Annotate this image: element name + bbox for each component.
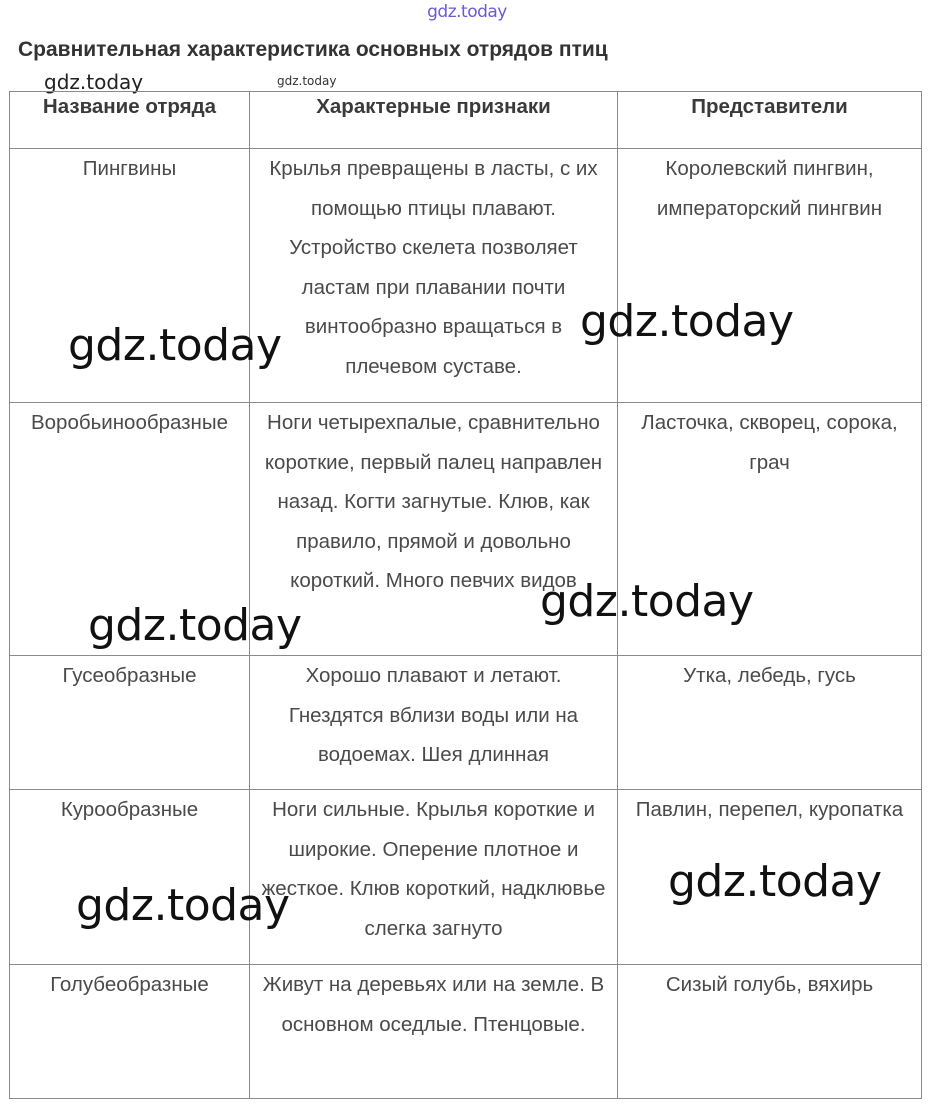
- order-name-cell: Пингвины: [10, 149, 250, 403]
- features-cell: Крылья превращены в ласты, с их помощью птицы плавают. Устройство скелета позволяет ластам при плавании почти винтообразно вращаться в плечевом суставе.: [250, 149, 618, 403]
- watermark-large: gdz.today: [580, 296, 794, 347]
- watermark-large: gdz.today: [68, 320, 282, 371]
- representatives-cell: Ласточка, скворец, сорока, грач: [618, 403, 922, 656]
- table-row: [10, 790, 922, 965]
- features-cell: Хорошо плавают и летают. Гнездятся вблизи воды или на водоемах. Шея длинная: [250, 656, 618, 790]
- representatives-cell: Сизый голубь, вяхирь: [618, 965, 922, 1099]
- order-name-cell: Курообразные: [10, 790, 250, 965]
- table-row: [10, 403, 922, 656]
- watermark-large: gdz.today: [540, 576, 754, 627]
- watermark-large: gdz.today: [76, 880, 290, 931]
- order-name-cell: Голубеобразные: [10, 965, 250, 1099]
- header-representatives: Представители: [618, 92, 922, 149]
- representatives-cell: Утка, лебедь, гусь: [618, 656, 922, 790]
- header-order-name: Название отряда: [10, 92, 250, 149]
- watermark-small: gdz.today: [277, 74, 337, 88]
- features-cell: Ноги четырехпалые, сравнительно короткие, первый палец направлен назад. Когти загнутые. Клюв, как правило, прямой и довольно короткий. Много певчих видов: [250, 403, 618, 656]
- bird-orders-table: [9, 91, 922, 1099]
- table-row: [10, 656, 922, 790]
- order-name-cell: Воробьинообразные: [10, 403, 250, 656]
- table-header-row: [10, 92, 922, 149]
- watermark-top: gdz.today: [427, 2, 507, 22]
- table-row: [10, 149, 922, 403]
- watermark-large: gdz.today: [88, 600, 302, 651]
- watermark-large: gdz.today: [668, 856, 882, 907]
- order-name-cell: Гусеобразные: [10, 656, 250, 790]
- features-cell: Ноги сильные. Крылья короткие и широкие. Оперение плотное и жесткое. Клюв короткий, надклювье слегка загнуто: [250, 790, 618, 965]
- features-cell: Живут на деревьях или на земле. В основном оседлые. Птенцовые.: [250, 965, 618, 1099]
- header-features: Характерные признаки: [250, 92, 618, 149]
- table-row: [10, 965, 922, 1099]
- watermark-small: gdz.today: [44, 70, 144, 94]
- representatives-cell: Павлин, перепел, куропатка: [618, 790, 922, 965]
- page-title: Сравнительная характеристика основных отрядов птиц: [18, 38, 608, 61]
- representatives-cell: Королевский пингвин, императорский пингвин: [618, 149, 922, 403]
